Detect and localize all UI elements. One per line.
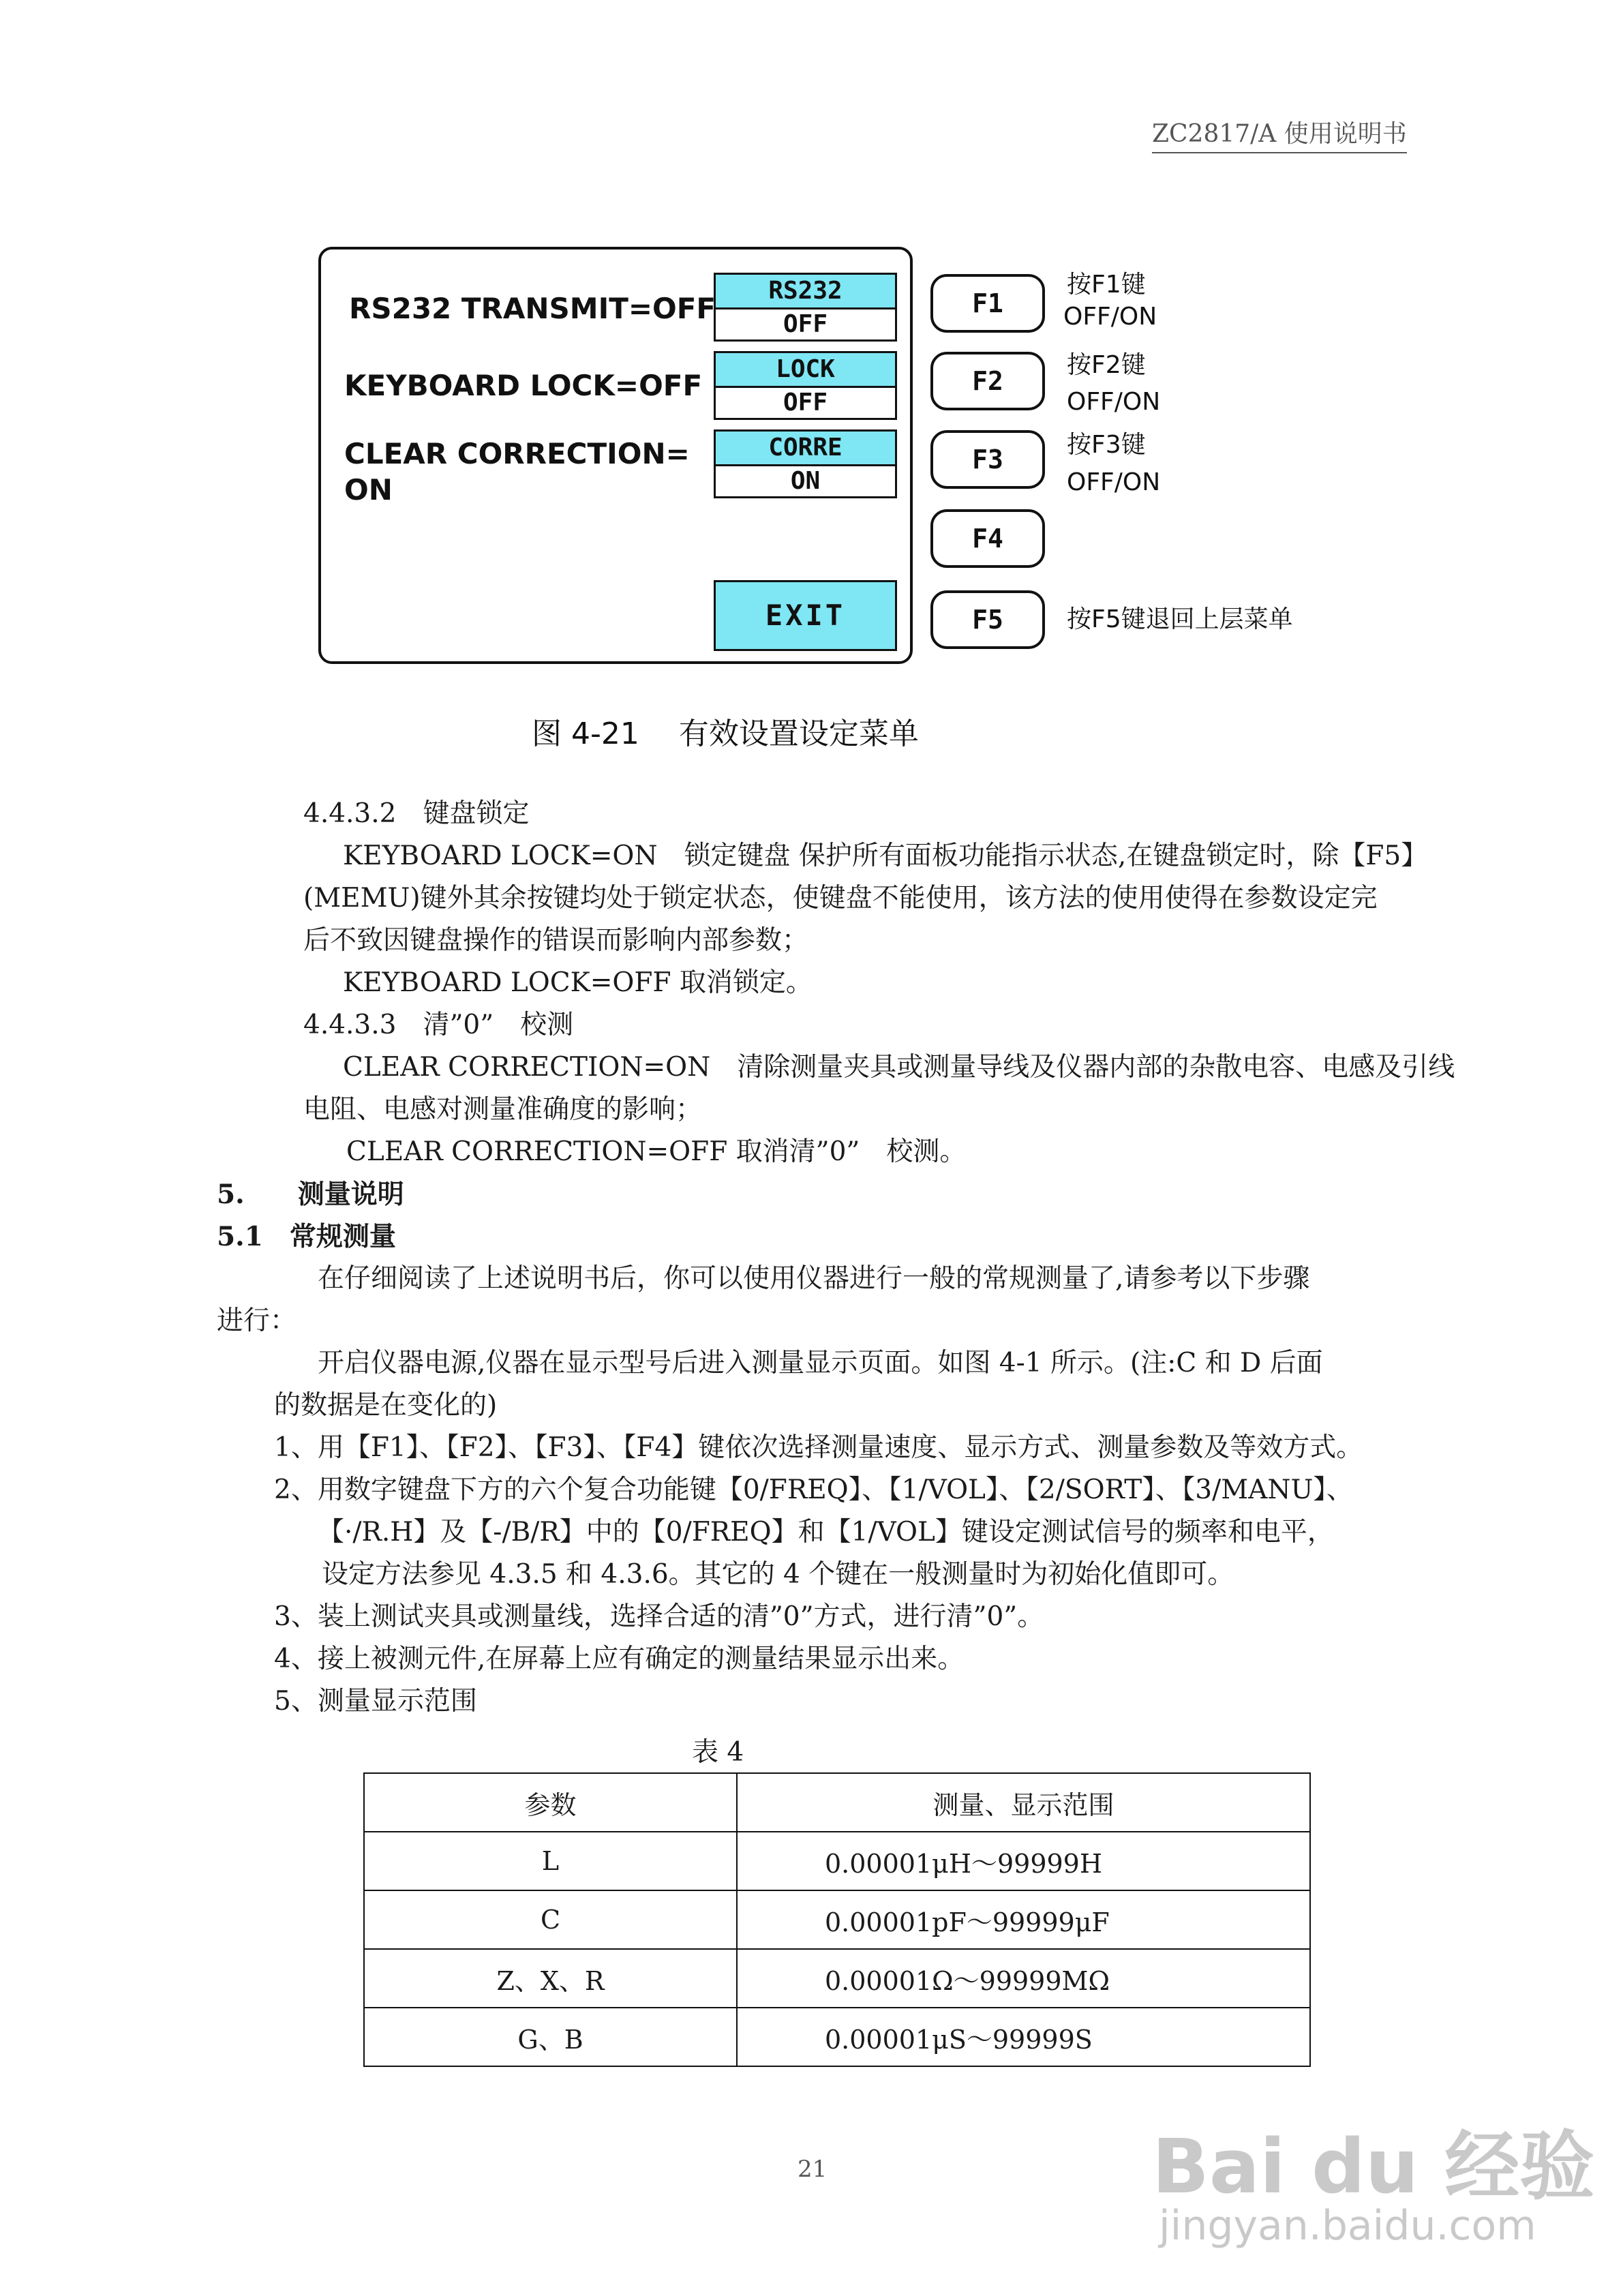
paragraph-line: KEYBOARD LOCK=OFF 取消锁定。 (343, 967, 813, 998)
paragraph-line: 开启仪器电源,仪器在显示型号后进入测量显示页面。如图 4-1 所示。(注:C 和 D 后面 (318, 1348, 1323, 1378)
watermark-url: jingyan.baidu.com (1159, 2202, 1536, 2250)
range-cell: 0.00001pF～99999μF (737, 1890, 1310, 1949)
step-2-cont: 【·/R.H】及【-/B/R】中的【0/FREQ】和【1/VOL】键设定测试信号的频率和电平， (318, 1517, 1334, 1547)
step-4: 4、接上被测元件,在屏幕上应有确定的测量结果显示出来。 (274, 1644, 965, 1674)
paragraph-line: CLEAR CORRECTION=OFF 取消清”0” 校测。 (346, 1136, 967, 1167)
header-cell: 测量、显示范围 (737, 1773, 1310, 1832)
f5-desc: 按F5键退回上层菜单 (1067, 605, 1293, 633)
clear-correction-value: ON (344, 473, 393, 507)
paragraph-line: 在仔细阅读了上述说明书后，你可以使用仪器进行一般的常规测量了,请参考以下步骤 (318, 1263, 1310, 1294)
f2-desc-line2: OFF/ON (1067, 388, 1161, 416)
table-row (364, 1949, 1310, 2008)
watermark-brand: Bai du 经验 (1152, 2123, 1595, 2210)
exit-button[interactable]: EXIT (714, 580, 897, 651)
table-header-row (364, 1773, 1310, 1832)
clear-correction-label: CLEAR CORRECTION= (344, 437, 690, 470)
rs232-option-state: OFF (716, 309, 895, 339)
paragraph-line: 的数据是在变化的) (274, 1390, 498, 1421)
lock-option-box[interactable] (714, 351, 897, 420)
section-5-1-heading: 5.1 常规测量 (217, 1221, 396, 1252)
f3-key[interactable]: F3 (930, 430, 1045, 489)
rs232-option-title: RS232 (716, 275, 895, 309)
range-cell: 0.00001μS～99999S (737, 2008, 1310, 2066)
table-title: 表 4 (692, 1737, 744, 1768)
page-header: ZC2817/A 使用说明书 (1152, 115, 1407, 153)
paragraph-line: 后不致因键盘操作的错误而影响内部参数； (303, 925, 809, 956)
step-2-cont: 设定方法参见 4.3.5 和 4.3.6。其它的 4 个键在一般测量时为初始化值即可。 (322, 1559, 1234, 1590)
table-row (364, 1890, 1310, 1949)
paragraph-line: (MEMU)键外其余按键均处于锁定状态，使键盘不能使用，该方法的使用使得在参数设定完 (303, 883, 1378, 913)
step-1: 1、用【F1】、【F2】、【F3】、【F4】键依次选择测量速度、显示方式、测量参数及等效方式。 (274, 1432, 1363, 1463)
section-4-4-3-2: 4.4.3.2 键盘锁定 (303, 798, 530, 829)
step-2: 2、用数字键盘下方的六个复合功能键【0/FREQ】、【1/VOL】、【2/SORT】、【3/MANU】、 (274, 1475, 1353, 1505)
f1-desc-line2: OFF/ON (1063, 303, 1157, 331)
f3-desc-line1: 按F3键 (1067, 431, 1146, 459)
f2-desc-line1: 按F2键 (1067, 351, 1146, 379)
paragraph-line: 进行： (217, 1305, 297, 1336)
step-5: 5、测量显示范围 (274, 1686, 477, 1717)
table-row (364, 1832, 1310, 1890)
rs232-option-box[interactable] (714, 273, 897, 342)
f4-key[interactable]: F4 (930, 509, 1045, 568)
figure-caption: 图 4-21 有效设置设定菜单 (532, 716, 919, 751)
section-5-heading: 5. 测量说明 (217, 1179, 404, 1210)
param-cell: G、B (364, 2008, 737, 2066)
keyboard-lock-label: KEYBOARD LOCK=OFF (344, 369, 703, 402)
rs232-label: RS232 TRANSMIT=OFF (349, 292, 716, 325)
f3-desc-line2: OFF/ON (1067, 468, 1161, 496)
corre-option-state: ON (716, 466, 895, 496)
f5-key[interactable]: F5 (930, 590, 1045, 649)
step-3: 3、装上测试夹具或测量线，选择合适的清”0”方式，进行清”0”。 (274, 1601, 1044, 1632)
param-cell: C (364, 1890, 737, 1949)
param-cell: Z、X、R (364, 1949, 737, 2008)
lock-option-state: OFF (716, 388, 895, 418)
lock-option-title: LOCK (716, 353, 895, 388)
header-cell: 参数 (364, 1773, 737, 1832)
f1-key[interactable]: F1 (930, 274, 1045, 333)
paragraph-line: KEYBOARD LOCK=ON 锁定键盘 保护所有面板功能指示状态,在键盘锁定时，除【F5】 (343, 841, 1428, 871)
range-cell: 0.00001Ω～99999MΩ (737, 1949, 1310, 2008)
corre-option-title: CORRE (716, 432, 895, 466)
table-row (364, 2008, 1310, 2066)
range-cell: 0.00001μH～99999H (737, 1832, 1310, 1890)
range-table (363, 1772, 1311, 2067)
paragraph-line: CLEAR CORRECTION=ON 清除测量夹具或测量导线及仪器内部的杂散电容、电感及引线 (343, 1052, 1455, 1083)
f1-desc-line1: 按F1键 (1067, 271, 1146, 299)
section-4-4-3-3: 4.4.3.3 清”0” 校测 (303, 1010, 574, 1040)
page-number: 21 (798, 2156, 828, 2183)
paragraph-line: 电阻、电感对测量准确度的影响； (303, 1094, 703, 1125)
f2-key[interactable]: F2 (930, 352, 1045, 410)
param-cell: L (364, 1832, 737, 1890)
corre-option-box[interactable] (714, 429, 897, 498)
